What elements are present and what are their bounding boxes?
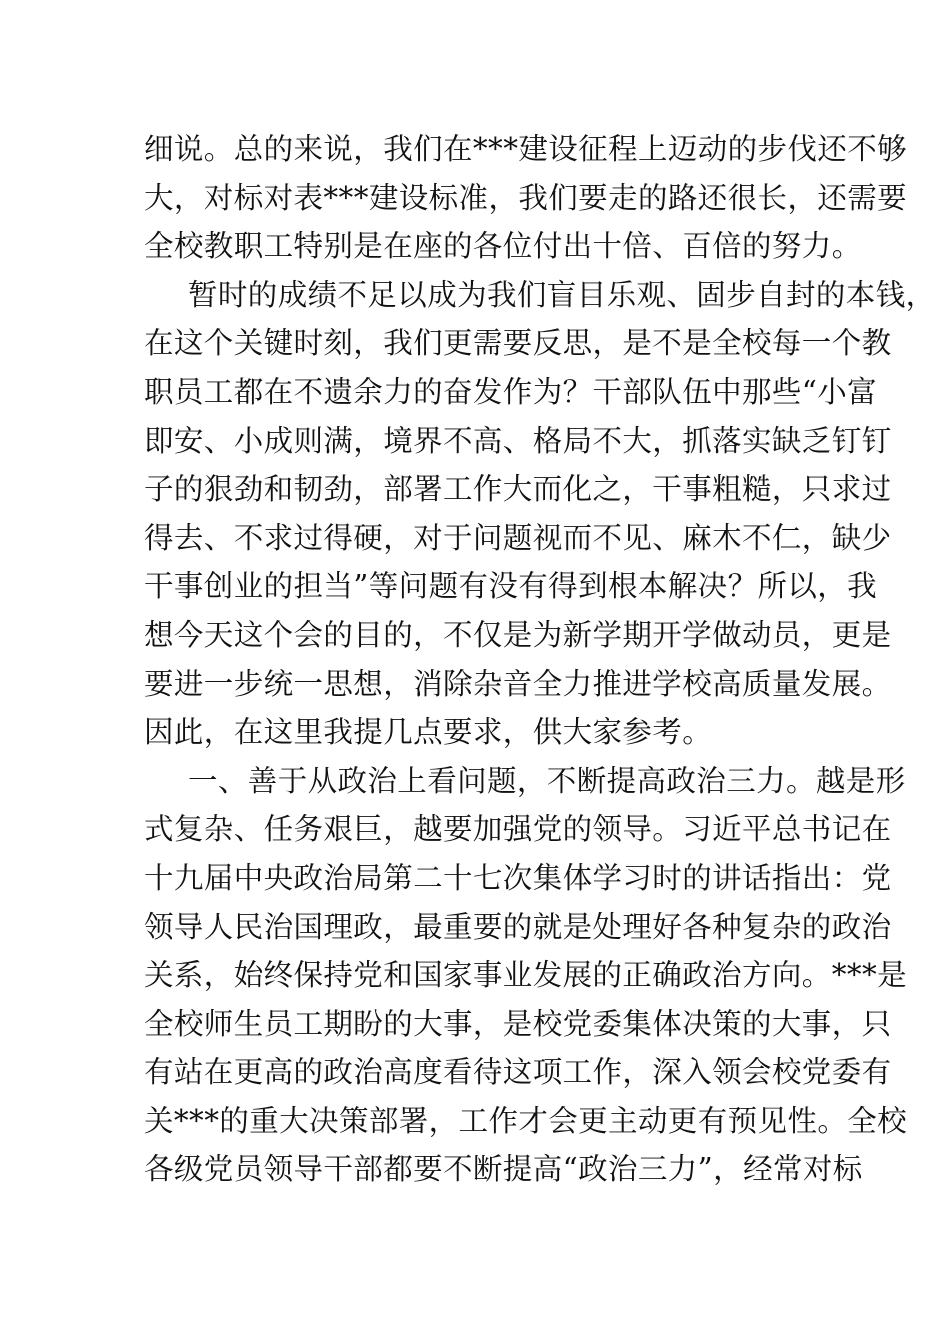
text-line-19: 全校师生员工期盼的大事，是校党委集体决策的大事，只: [144, 1006, 892, 1041]
text-line-18: 关系，始终保持党和国家事业发展的正确政治方向。***是: [144, 958, 908, 993]
text-line-22: 各级党员领导干部都要不断提高“政治三力”，经常对标: [144, 1152, 863, 1187]
text-line-6: 职员工都在不遗余力的奋发作为？干部队伍中那些“小富: [144, 374, 878, 409]
text-line-11: 想今天这个会的目的，不仅是为新学期开学做动员，更是: [144, 617, 892, 652]
text-line-14: 一、善于从政治上看问题，不断提高政治三力。越是形: [188, 763, 906, 798]
text-line-7: 即安、小成则满，境界不高、格局不大，抓落实缺乏钉钉: [144, 423, 892, 458]
text-line-9: 得去、不求过得硬，对于问题视而不见、麻木不仁，缺少: [144, 520, 892, 555]
text-line-1: 细说。总的来说，我们在***建设征程上迈动的步伐还不够: [144, 132, 908, 166]
text-line-16: 十九届中央政治局第二十七次集体学习时的讲话指出：党: [144, 860, 892, 895]
text-line-3: 全校教职工特别是在座的各位付出十倍、百倍的努力。: [144, 229, 862, 264]
text-line-21: 关***的重大决策部署，工作才会更主动更有预见性。全校: [144, 1103, 908, 1138]
text-line-12: 要进一步统一思想，消除杂音全力推进学校高质量发展。: [144, 666, 892, 701]
text-line-4: 暂时的成绩不足以成为我们盲目乐观、固步自封的本钱，: [188, 277, 936, 312]
body-text: [144, 125, 936, 1194]
text-line-13: 因此，在这里我提几点要求，供大家参考。: [144, 715, 713, 750]
text-line-17: 领导人民治国理政，最重要的就是处理好各种复杂的政治: [144, 909, 892, 944]
text-line-10: 干事创业的担当”等问题有没有得到根本解决？所以，我: [144, 569, 878, 604]
text-line-2: 大，对标对表***建设标准，我们要走的路还很长，还需要: [144, 180, 908, 215]
text-line-8: 子的狠劲和韧劲，部署工作大而化之，干事粗糙，只求过: [144, 472, 892, 507]
text-line-5: 在这个关键时刻，我们更需要反思，是不是全校每一个教: [144, 326, 892, 361]
text-line-15: 式复杂、任务艰巨，越要加强党的领导。习近平总书记在: [144, 812, 892, 847]
text-line-20: 有站在更高的政治高度看待这项工作，深入领会校党委有: [144, 1055, 892, 1090]
